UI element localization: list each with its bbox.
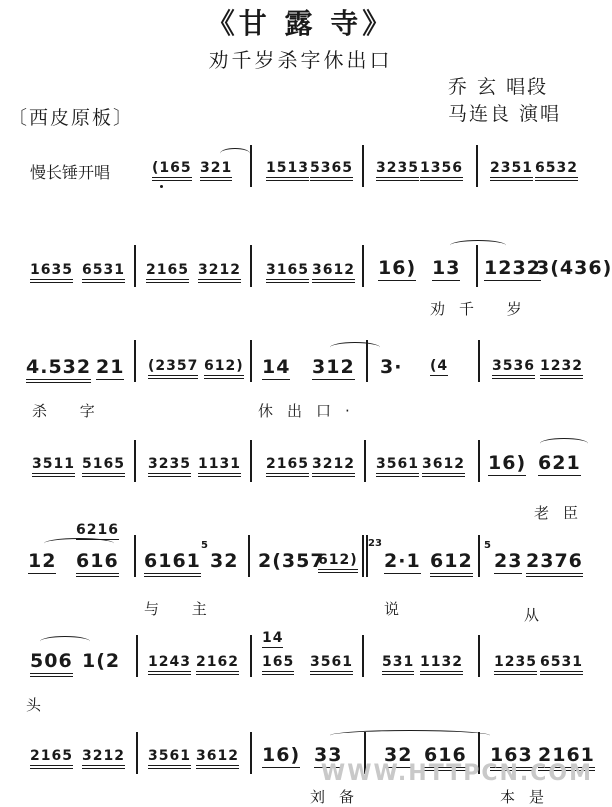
note-group: 3· [380,356,403,378]
barline [366,340,368,382]
lyric-line: 休出口· [258,402,364,420]
credit-lyricist: 乔 玄 唱段 [448,76,549,98]
note-group: 6532 [535,160,578,181]
slur-mark [330,730,490,741]
barline [478,535,480,577]
watermark-logo: WWW.HTTPCN.COM [320,761,593,786]
note-group: 2165 [146,262,189,283]
barline [250,340,252,382]
note-group: 2165 [30,748,73,769]
note-group: 32 [384,744,413,766]
note-group: 621 [538,452,581,474]
note-group: 3561 [310,654,353,675]
note-group: 1232 [484,257,541,279]
note-group: 3(436) [536,257,612,279]
barline [134,245,136,287]
note-group: 6161 [144,550,201,577]
note-group: (165 [152,160,192,181]
note-group: 3235 [148,456,191,477]
note-group: 5165 [82,456,125,477]
note-group: 1132 [420,654,463,675]
slur-mark [40,636,90,647]
note-group: 1232 [540,358,583,379]
barline [250,732,252,774]
note-group: 616 [76,550,119,577]
barline [250,245,252,287]
barline [136,635,138,677]
note-group: 2161 [538,744,595,771]
note-group: 3612 [196,748,239,769]
slur-mark [540,438,588,449]
note-group: 2(357 [258,550,325,572]
note-group: 23 [494,550,523,572]
grace-note: 5 [484,540,491,551]
barline [136,732,138,774]
note-group: 165 [262,654,294,675]
note-group: 5365 [310,160,353,181]
note-group: 616 [424,744,467,771]
note-group: 3536 [492,358,535,379]
slur-mark [220,148,250,159]
note-group: 163 [490,744,533,771]
barline [478,340,480,382]
note-group: 33 [314,744,343,766]
note-group: 3212 [82,748,125,769]
credit-performer: 马连良 演唱 [448,103,562,125]
note-group: 3511 [32,456,75,477]
barline [134,440,136,482]
lyric-line: 老臣 [534,504,593,522]
note-group: 312 [312,356,355,378]
note-group: 3212 [198,262,241,283]
score-subtitle: 劝千岁杀字休出口 [208,48,393,72]
slur-mark [330,342,380,353]
note-group: 16) [488,452,527,474]
note-group: 3561 [376,456,419,477]
barline [362,145,364,187]
note-group: (2357 [148,358,198,379]
note-group: 14 [262,356,291,378]
note-group: 12 [28,550,57,572]
lyric-line: 本是 [500,788,559,806]
note-group: 16) [378,257,417,279]
note-group: 3235 [376,160,419,181]
barline [476,145,478,187]
barline [134,535,136,577]
note-group: 1243 [148,654,191,675]
note-group: 3612 [422,456,465,477]
note-group: 612) [204,358,244,379]
note-group: 506 [30,650,73,677]
note-group: 2162 [196,654,239,675]
barline [250,635,252,677]
barline [362,635,364,677]
note-group: 2351 [490,160,533,181]
note-group: 321 [200,160,232,181]
score-title: 《甘 露 寺》 [206,7,395,40]
barline [362,245,364,287]
note-group: 612) [318,552,358,573]
lyric-line: 从 [524,606,554,624]
note-group-above: 6216 [76,522,119,538]
note-group: 3165 [266,262,309,283]
lyric-line: 劝千 岁 [430,300,536,318]
note-group: 1235 [494,654,537,675]
lyric-line: 与 主 [144,600,221,618]
barline [250,145,252,187]
note-group: 1356 [420,160,463,181]
octave-dot [160,185,163,188]
note-group: 16) [262,744,301,766]
note-group: 6531 [540,654,583,675]
note-group: 21 [96,356,125,378]
note-group: 612 [430,550,473,577]
lyric-line: 头 [26,696,56,714]
note-group: 1(2 [82,650,121,672]
note-group: 1513 [266,160,309,181]
slur-mark [44,538,114,549]
barline [248,535,250,577]
barline [134,340,136,382]
note-group: 3561 [148,748,191,769]
note-group: (4 [430,358,449,374]
tempo-label: 慢长锤开唱 [30,163,111,182]
lyric-line: 说 [384,600,414,618]
barline [478,635,480,677]
note-group-above: 14 [262,630,284,646]
lyric-line: 杀 字 [32,402,109,420]
barline [250,440,252,482]
note-group: 3212 [312,456,355,477]
grace-note: 5 [201,540,208,551]
note-group: 531 [382,654,414,675]
note-group: 6531 [82,262,125,283]
note-group: 3612 [312,262,355,283]
note-group: 2·1 [384,550,421,572]
barline [476,245,478,287]
grace-note: 23 [368,538,382,549]
slur-mark [450,240,506,251]
note-group: 1131 [198,456,241,477]
note-group: 4.532 [26,356,91,383]
note-group: 2165 [266,456,309,477]
note-group: 2376 [526,550,583,577]
barline [478,440,480,482]
note-group: 13 [432,257,461,279]
lyric-line: 刘备 [310,788,369,806]
note-group: 32 [210,550,239,572]
mode-label: 〔西皮原板〕 [8,107,135,129]
barline [364,440,366,482]
note-group: 1635 [30,262,73,283]
